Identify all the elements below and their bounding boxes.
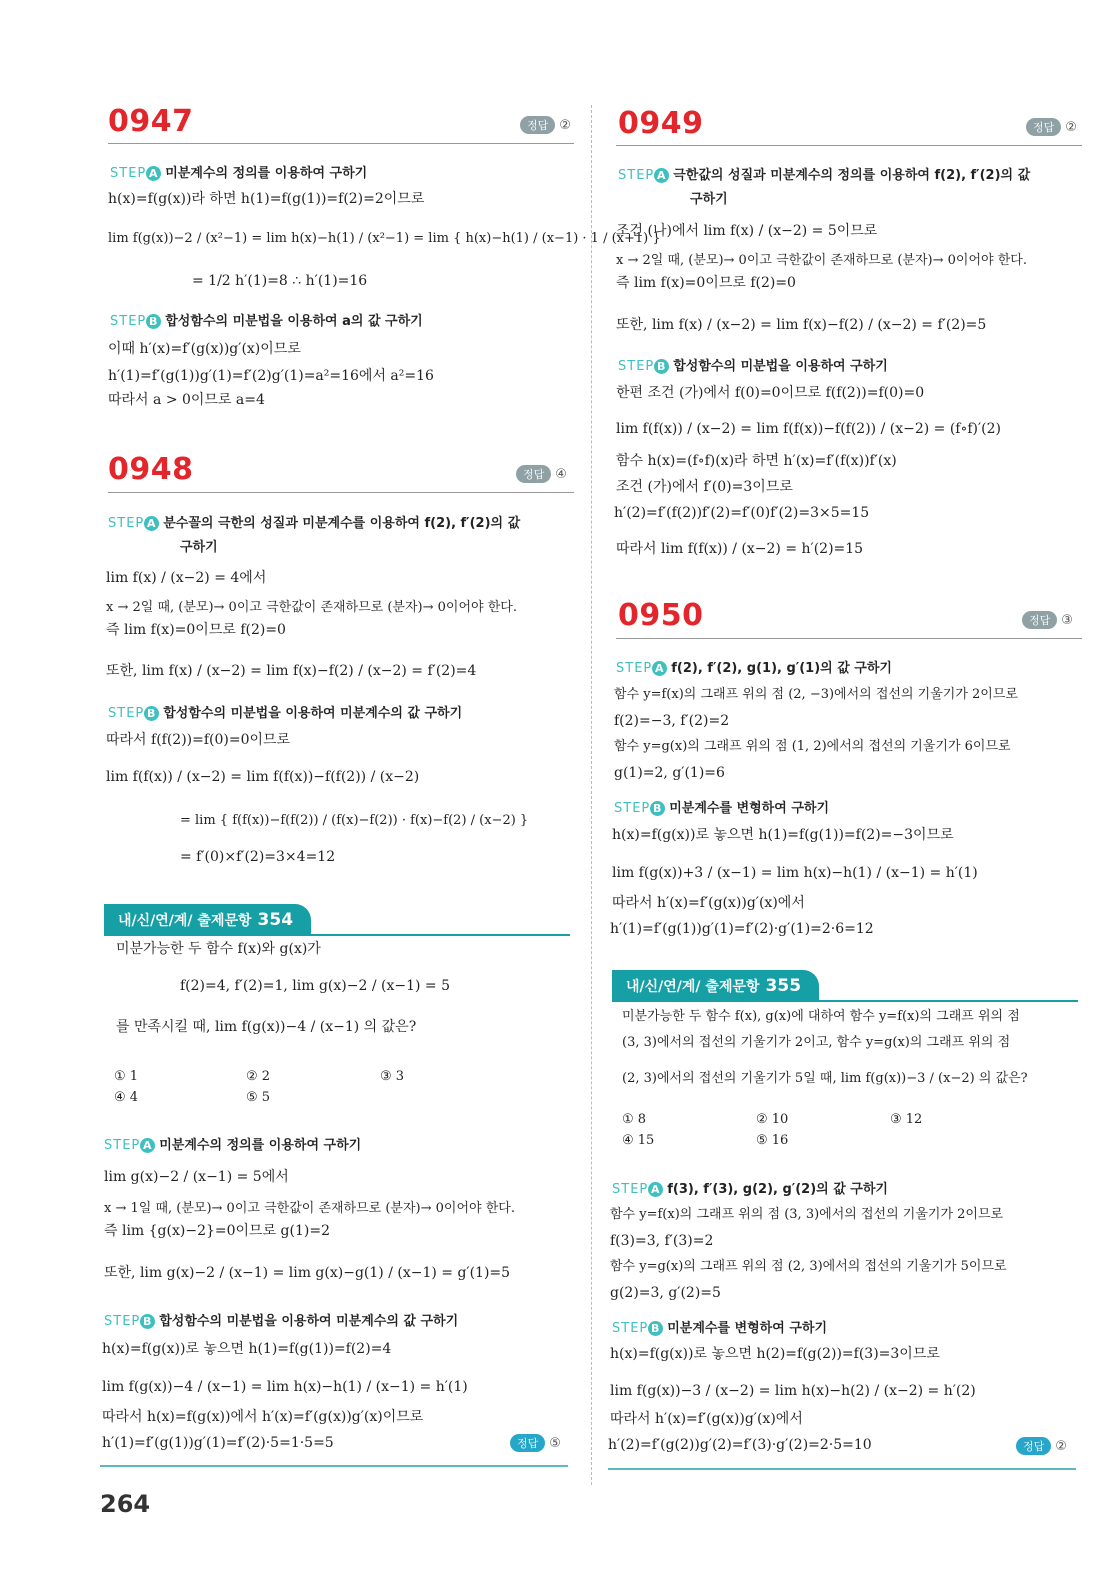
question-line: 미분가능한 두 함수 f(x)와 g(x)가 [116,941,321,957]
choice-5[interactable]: ⑤ 5 [246,1090,271,1105]
solution-line: 함수 y=g(x)의 그래프 위의 점 (1, 2)에서의 접선의 기울기가 6이므로 [614,739,1011,754]
solution-line: = f′(0)×f′(2)=3×4=12 [180,849,336,865]
solution-line: 조건 (가)에서 f′(0)=3이므로 [616,479,793,495]
step-a-heading: STEP A f(2), f′(2), g(1), g′(1)의 값 구하기 [616,661,892,676]
solution-line: f(2)=−3, f′(2)=2 [614,713,730,729]
header-rule [108,492,574,493]
answer-tag: 정답 [516,465,551,483]
answer-badge [1016,1437,1067,1455]
solution-line: 따라서 a > 0이므로 a=4 [108,392,265,408]
step-b-heading: STEP B 미분계수를 변형하여 구하기 [614,801,829,816]
solution-line: x → 2일 때, (분모)→ 0이고 극한값이 존재하므로 (분자)→ 0이어야 한다. [106,600,517,615]
solution-line: lim f(g(x))+3 / (x−1) = lim h(x)−h(1) / (x−1) = h′(1) [612,865,978,881]
problem-number: 0950 [618,598,704,633]
solution-line: lim f(g(x))−2 / (x²−1) = lim h(x)−h(1) / (x²−1) = lim { h(x)−h(1) / (x−1) · 1 / (x+1) } [108,231,661,246]
step-title: f(3), f′(3), g(2), g′(2)의 값 구하기 [667,1182,888,1197]
answer-tag: 정답 [1022,611,1057,629]
answer-badge [520,116,571,134]
choice-4[interactable]: ④ 15 [622,1133,655,1148]
answer-tag: 정답 [1016,1437,1051,1455]
related-rule [612,1000,1078,1002]
problem-number: 0949 [618,106,704,141]
answer-value: ② [1065,120,1077,135]
step-a-heading: STEP A f(3), f′(3), g(2), g′(2)의 값 구하기 [612,1182,888,1197]
question-line: (2, 3)에서의 접선의 기울기가 5일 때, lim f(g(x))−3 / (x−2) 의 값은? [622,1071,1028,1086]
step-title: 합성함수의 미분법을 이용하여 미분계수의 값 구하기 [163,706,463,721]
step-a-heading: STEP A 극한값의 성질과 미분계수의 정의를 이용하여 f(2), f′(2)의 값 [618,168,1031,183]
solution-line: f(3)=3, f′(3)=2 [610,1233,714,1249]
answer-badge [510,1434,561,1452]
bottom-rule [100,1465,568,1467]
solution-line: h(x)=f(g(x))라 하면 h(1)=f(g(1))=f(2)=2이므로 [108,191,425,207]
step-title: f(2), f′(2), g(1), g′(1)의 값 구하기 [671,661,892,676]
question-line: 미분가능한 두 함수 f(x), g(x)에 대하여 함수 y=f(x)의 그래프 위의 점 [622,1009,1020,1024]
related-label: 내/신/연/계/ 출제문항 355 [612,970,819,1002]
solution-line: h(x)=f(g(x))로 놓으면 h(2)=f(g(2))=f(3)=3이므로 [610,1346,940,1362]
solution-line: 함수 h(x)=(f∘f)(x)라 하면 h′(x)=f′(f(x))f′(x) [616,453,897,469]
solution-line: h′(2)=f′(f(2))f′(2)=f′(0)f′(2)=3×5=15 [614,505,870,521]
answer-badge [1022,611,1073,629]
step-title: 합성함수의 미분법을 이용하여 미분계수의 값 구하기 [159,1314,459,1329]
solution-line: h(x)=f(g(x))로 놓으면 h(1)=f(g(1))=f(2)=4 [102,1341,392,1357]
solution-line: x → 2일 때, (분모)→ 0이고 극한값이 존재하므로 (분자)→ 0이어야 한다. [616,253,1027,268]
step-a-heading: STEP A 미분계수의 정의를 이용하여 구하기 [104,1138,362,1153]
solution-line: 따라서 lim f(f(x)) / (x−2) = h′(2)=15 [616,541,864,557]
step-title: 합성함수의 미분법을 이용하여 구하기 [673,359,888,374]
step-title-cont: 구하기 [690,192,728,207]
step-b-heading: STEP B 합성함수의 미분법을 이용하여 구하기 [618,359,888,374]
solution-line: = lim { f(f(x))−f(f(2)) / (f(x)−f(2)) · f(x)−f(2) / (x−2) } [180,813,529,828]
question-line: 를 만족시킬 때, lim f(g(x))−4 / (x−1) 의 값은? [116,1019,417,1035]
solution-line: g(2)=3, g′(2)=5 [610,1285,721,1301]
bottom-rule [608,1468,1076,1470]
answer-tag: 정답 [1026,118,1061,136]
solution-line: 한편 조건 (가)에서 f(0)=0이므로 f(f(2))=f(0)=0 [616,385,925,401]
answer-badge [1026,118,1077,136]
related-label: 내/신/연/계/ 출제문항 354 [104,904,311,936]
choice-1[interactable]: ① 8 [622,1112,647,1127]
step-b-heading: STEP B 합성함수의 미분법을 이용하여 미분계수의 값 구하기 [104,1314,459,1329]
solution-line: 조건 (나)에서 lim f(x) / (x−2) = 5이므로 [616,223,878,239]
solution-line: = 1/2 h′(1)=8 ∴ h′(1)=16 [192,273,368,289]
question-line: (3, 3)에서의 접선의 기울기가 2이고, 함수 y=g(x)의 그래프 위의 점 [622,1035,1011,1050]
solution-line: h′(2)=f′(g(2))g′(2)=f′(3)·g′(2)=2·5=10 [608,1437,872,1453]
step-a-heading: STEP A 미분계수의 정의를 이용하여 구하기 [110,166,368,181]
solution-line: 또한, lim f(x) / (x−2) = lim f(x)−f(2) / (x−2) = f′(2)=4 [106,663,477,679]
problem-number: 0948 [108,452,194,487]
step-b-heading: STEP B 미분계수를 변형하여 구하기 [612,1321,827,1336]
step-title: 극한값의 성질과 미분계수의 정의를 이용하여 f(2), f′(2)의 값 [673,168,1031,183]
column-divider [591,105,592,1485]
solution-line: lim f(g(x))−4 / (x−1) = lim h(x)−h(1) / (x−1) = h′(1) [102,1379,468,1395]
solution-line: 함수 y=f(x)의 그래프 위의 점 (3, 3)에서의 접선의 기울기가 2이므로 [610,1207,1004,1222]
choice-2[interactable]: ② 10 [756,1112,789,1127]
choice-3[interactable]: ③ 12 [890,1112,923,1127]
solution-line: 따라서 f(f(2))=f(0)=0이므로 [106,732,291,748]
choice-4[interactable]: ④ 4 [114,1090,139,1105]
choice-1[interactable]: ① 1 [114,1069,139,1084]
step-title: 합성함수의 미분법을 이용하여 a의 값 구하기 [165,314,423,329]
solution-line: 즉 lim f(x)=0이므로 f(2)=0 [106,622,286,638]
step-title: 미분계수의 정의를 이용하여 구하기 [165,166,368,181]
solution-line: 따라서 h(x)=f(g(x))에서 h′(x)=f′(g(x))g′(x)이므로 [102,1409,424,1425]
solution-line: h′(1)=f′(g(1))g′(1)=f′(2)·5=1·5=5 [102,1435,334,1451]
page-number: 264 [100,1490,151,1518]
solution-line: 또한, lim f(x) / (x−2) = lim f(x)−f(2) / (x−2) = f′(2)=5 [616,317,987,333]
header-rule [616,638,1082,639]
answer-tag: 정답 [520,116,555,134]
solution-line: h′(1)=f′(g(1))g′(1)=f′(2)g′(1)=a²=16에서 a²=16 [108,368,434,384]
step-title-cont: 구하기 [180,540,218,555]
step-a-heading: STEP A 분수꼴의 극한의 성질과 미분계수를 이용하여 f(2), f′(2)의 값 [108,516,521,531]
solution-line: 함수 y=f(x)의 그래프 위의 점 (2, −3)에서의 접선의 기울기가 2이므로 [614,687,1018,702]
related-rule [104,934,570,936]
question-line: f(2)=4, f′(2)=1, lim g(x)−2 / (x−1) = 5 [180,978,450,994]
solution-line: 즉 lim {g(x)−2}=0이므로 g(1)=2 [104,1223,330,1239]
answer-badge [516,465,567,483]
header-rule [616,145,1082,146]
choice-5[interactable]: ⑤ 16 [756,1133,789,1148]
solution-line: lim f(f(x)) / (x−2) = lim f(f(x))−f(f(2)) / (x−2) = (f∘f)′(2) [616,421,1001,437]
solution-line: lim f(g(x))−3 / (x−2) = lim h(x)−h(2) / (x−2) = h′(2) [610,1383,976,1399]
step-b-heading: STEP B 합성함수의 미분법을 이용하여 a의 값 구하기 [110,314,423,329]
related-header [612,970,1078,1002]
answer-tag: 정답 [510,1434,545,1452]
step-title: 분수꼴의 극한의 성질과 미분계수를 이용하여 f(2), f′(2)의 값 [163,516,521,531]
answer-value: ④ [555,467,567,482]
related-header [104,904,570,936]
solution-line: 또한, lim g(x)−2 / (x−1) = lim g(x)−g(1) / (x−1) = g′(1)=5 [104,1265,511,1281]
solution-line: 이때 h′(x)=f′(g(x))g′(x)이므로 [108,341,301,357]
solution-line: lim g(x)−2 / (x−1) = 5에서 [104,1169,289,1185]
solution-line: 함수 y=g(x)의 그래프 위의 점 (2, 3)에서의 접선의 기울기가 5이므로 [610,1259,1007,1274]
answer-value: ② [559,118,571,133]
answer-value: ⑤ [549,1436,561,1451]
solution-line: h′(1)=f′(g(1))g′(1)=f′(2)·g′(1)=2·6=12 [610,921,874,937]
step-title: 미분계수를 변형하여 구하기 [667,1321,827,1336]
solution-line: h(x)=f(g(x))로 놓으면 h(1)=f(g(1))=f(2)=−3이므로 [612,827,954,843]
solution-line: x → 1일 때, (분모)→ 0이고 극한값이 존재하므로 (분자)→ 0이어야 한다. [104,1201,515,1216]
step-b-heading: STEP B 합성함수의 미분법을 이용하여 미분계수의 값 구하기 [108,706,463,721]
choice-3[interactable]: ③ 3 [380,1069,405,1084]
solution-line: 즉 lim f(x)=0이므로 f(2)=0 [616,275,796,291]
header-rule [108,143,574,144]
solution-line: lim f(f(x)) / (x−2) = lim f(f(x))−f(f(2)) / (x−2) [106,769,420,785]
problem-number: 0947 [108,104,194,139]
step-title: 미분계수의 정의를 이용하여 구하기 [159,1138,362,1153]
choice-2[interactable]: ② 2 [246,1069,271,1084]
answer-value: ② [1055,1439,1067,1454]
answer-value: ③ [1061,613,1073,628]
solution-line: 따라서 h′(x)=f′(g(x))g′(x)에서 [610,1411,803,1427]
step-title: 미분계수를 변형하여 구하기 [669,801,829,816]
solution-line: lim f(x) / (x−2) = 4에서 [106,570,267,586]
solution-line: g(1)=2, g′(1)=6 [614,765,725,781]
solution-line: 따라서 h′(x)=f′(g(x))g′(x)에서 [612,895,805,911]
